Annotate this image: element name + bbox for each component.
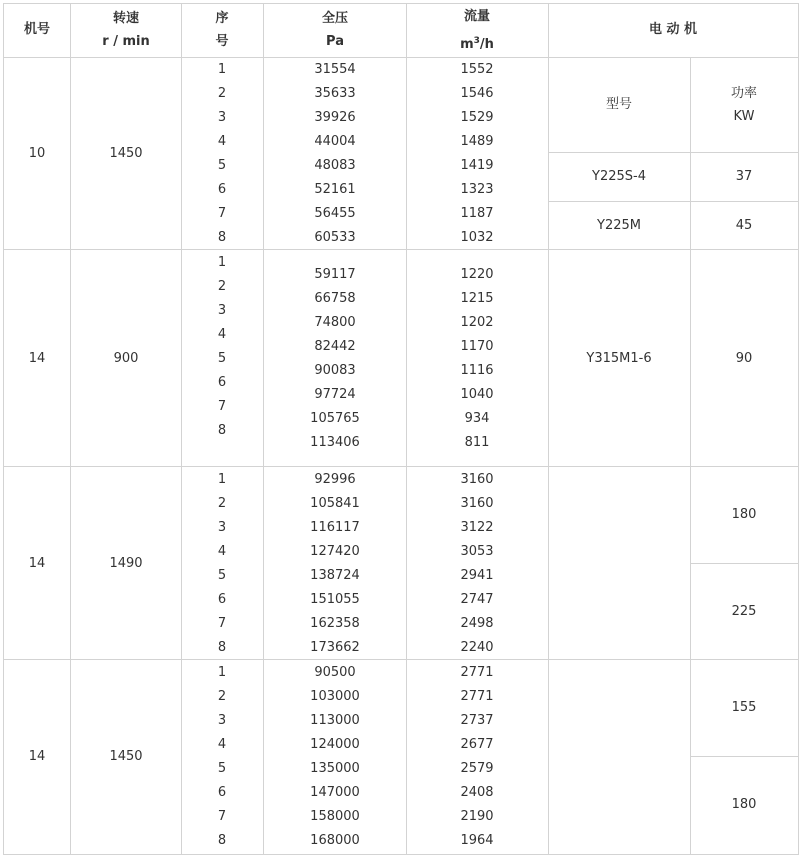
group-2-pressure: 90083 (314, 363, 356, 378)
group-2-seq: 1 (217, 255, 227, 270)
group-1-seq: 7 (217, 206, 227, 221)
group-3-seq: 8 (217, 640, 227, 655)
header-jihao: 机号 (23, 22, 51, 37)
group-1-pressure: 48083 (314, 158, 356, 173)
header-quanya: 全压 (321, 11, 349, 26)
group-2-motor-model: Y315M1-6 (586, 351, 652, 366)
group-3-pressure: 105841 (310, 496, 360, 511)
group-3-pressure: 138724 (310, 568, 360, 583)
group-3-pressure: 92996 (314, 472, 356, 487)
group-1-motor-power-2: 45 (735, 218, 753, 233)
header-quanya-unit: Pa (326, 34, 344, 49)
group-2-pressure: 74800 (314, 315, 356, 330)
header-liuliang: 流量 (463, 9, 491, 24)
group-2-flow: 811 (464, 435, 490, 450)
group-2-flow: 1215 (460, 291, 494, 306)
group-3-flow: 3122 (460, 520, 494, 535)
group-3-flow: 3160 (460, 472, 494, 487)
group-3-flow: 2240 (460, 640, 494, 655)
group-2-flow: 934 (464, 411, 490, 426)
group-4-motor-power-1: 155 (731, 700, 757, 715)
group-4-flow: 2771 (460, 665, 494, 680)
group-1-seq: 1 (217, 62, 227, 77)
header-liuliang-unit: $m^3/h$ (460, 35, 494, 53)
group-2-flow: 1040 (460, 387, 494, 402)
group-2-zhuansu: 900 (113, 351, 139, 366)
group-3-seq: 3 (217, 520, 227, 535)
header-xinghao: 型号 (605, 97, 633, 112)
group-3-pressure: 116117 (310, 520, 360, 535)
group-3-pressure: 162358 (310, 616, 360, 631)
group-2-seq: 8 (217, 423, 227, 438)
header-zhuansu: 转速 (112, 11, 140, 26)
group-1-zhuansu: 1450 (109, 146, 143, 161)
group-2-flow: 1170 (460, 339, 494, 354)
group-1-pressure: 56455 (314, 206, 356, 221)
group-2-jihao: 14 (28, 351, 46, 366)
group-2-flow: 1116 (460, 363, 494, 378)
header-xu-1: 序 (215, 11, 229, 26)
group-4-seq: 1 (217, 665, 227, 680)
group-2-seq: 7 (217, 399, 227, 414)
header-gonglv: 功率 (730, 86, 758, 101)
group-4-flow: 2190 (460, 809, 494, 824)
group-1-seq: 6 (217, 182, 227, 197)
group-3-seq: 5 (217, 568, 227, 583)
group-4-seq: 5 (217, 761, 227, 776)
group-3-seq: 7 (217, 616, 227, 631)
group-2-flow: 1202 (460, 315, 494, 330)
group-4-pressure: 147000 (310, 785, 360, 800)
group-1-seq: 8 (217, 230, 227, 245)
group-4-seq: 2 (217, 689, 227, 704)
group-4-seq: 6 (217, 785, 227, 800)
group-3-jihao: 14 (28, 556, 46, 571)
group-2-pressure: 105765 (310, 411, 360, 426)
group-4-pressure: 168000 (310, 833, 360, 848)
group-3-flow: 2941 (460, 568, 494, 583)
group-1-pressure: 60533 (314, 230, 356, 245)
group-4-motor-power-2: 180 (731, 797, 757, 812)
group-1-seq: 5 (217, 158, 227, 173)
group-3-zhuansu: 1490 (109, 556, 143, 571)
group-3-flow: 2498 (460, 616, 494, 631)
group-2-pressure: 97724 (314, 387, 356, 402)
group-2-flow: 1220 (460, 267, 494, 282)
group-2-pressure: 113406 (310, 435, 360, 450)
group-3-seq: 2 (217, 496, 227, 511)
group-1-jihao: 10 (28, 146, 46, 161)
header-dianji: 电 动 机 (648, 22, 698, 37)
group-4-flow: 2771 (460, 689, 494, 704)
group-1-flow: 1419 (460, 158, 494, 173)
group-4-flow: 1964 (460, 833, 494, 848)
group-4-flow: 2579 (460, 761, 494, 776)
group-3-flow: 3053 (460, 544, 494, 559)
group-2-seq: 4 (217, 327, 227, 342)
group-2-seq: 3 (217, 303, 227, 318)
group-3-flow: 2747 (460, 592, 494, 607)
group-4-pressure: 124000 (310, 737, 360, 752)
group-3-pressure: 127420 (310, 544, 360, 559)
group-4-pressure: 158000 (310, 809, 360, 824)
group-3-seq: 6 (217, 592, 227, 607)
group-4-jihao: 14 (28, 749, 46, 764)
group-4-seq: 4 (217, 737, 227, 752)
group-2-motor-power: 90 (735, 351, 753, 366)
group-3-pressure: 151055 (310, 592, 360, 607)
group-2-pressure: 66758 (314, 291, 356, 306)
group-4-flow: 2408 (460, 785, 494, 800)
group-4-pressure: 135000 (310, 761, 360, 776)
group-4-seq: 7 (217, 809, 227, 824)
group-1-flow: 1489 (460, 134, 494, 149)
group-2-seq: 2 (217, 279, 227, 294)
group-3-flow: 3160 (460, 496, 494, 511)
group-1-pressure: 52161 (314, 182, 356, 197)
group-4-flow: 2737 (460, 713, 494, 728)
group-1-seq: 4 (217, 134, 227, 149)
group-4-zhuansu: 1450 (109, 749, 143, 764)
header-zhuansu-unit: r / min (102, 34, 150, 49)
group-1-pressure: 39926 (314, 110, 356, 125)
group-2-pressure: 59117 (314, 267, 356, 282)
group-1-flow: 1546 (460, 86, 494, 101)
group-2-seq: 5 (217, 351, 227, 366)
group-4-pressure: 90500 (314, 665, 356, 680)
group-4-flow: 2677 (460, 737, 494, 752)
group-2-seq: 6 (217, 375, 227, 390)
group-4-seq: 3 (217, 713, 227, 728)
group-3-motor-power-1: 180 (731, 507, 757, 522)
header-gonglv-unit: KW (733, 109, 755, 124)
group-1-pressure: 31554 (314, 62, 356, 77)
group-1-motor-power-1: 37 (735, 169, 753, 184)
group-4-seq: 8 (217, 833, 227, 848)
group-1-pressure: 35633 (314, 86, 356, 101)
group-1-flow: 1187 (460, 206, 494, 221)
group-3-motor-power-2: 225 (731, 604, 757, 619)
group-1-seq: 2 (217, 86, 227, 101)
group-3-seq: 4 (217, 544, 227, 559)
group-1-seq: 3 (217, 110, 227, 125)
group-3-seq: 1 (217, 472, 227, 487)
group-1-motor-model-2: Y225M (597, 218, 641, 233)
group-1-flow: 1323 (460, 182, 494, 197)
group-3-pressure: 173662 (310, 640, 360, 655)
group-1-pressure: 44004 (314, 134, 356, 149)
group-4-pressure: 113000 (310, 713, 360, 728)
group-2-pressure: 82442 (314, 339, 356, 354)
group-1-motor-model-1: Y225S-4 (592, 169, 646, 184)
group-1-flow: 1529 (460, 110, 494, 125)
group-4-pressure: 103000 (310, 689, 360, 704)
header-xu-2: 号 (215, 34, 229, 49)
group-1-flow: 1032 (460, 230, 494, 245)
group-1-flow: 1552 (460, 62, 494, 77)
